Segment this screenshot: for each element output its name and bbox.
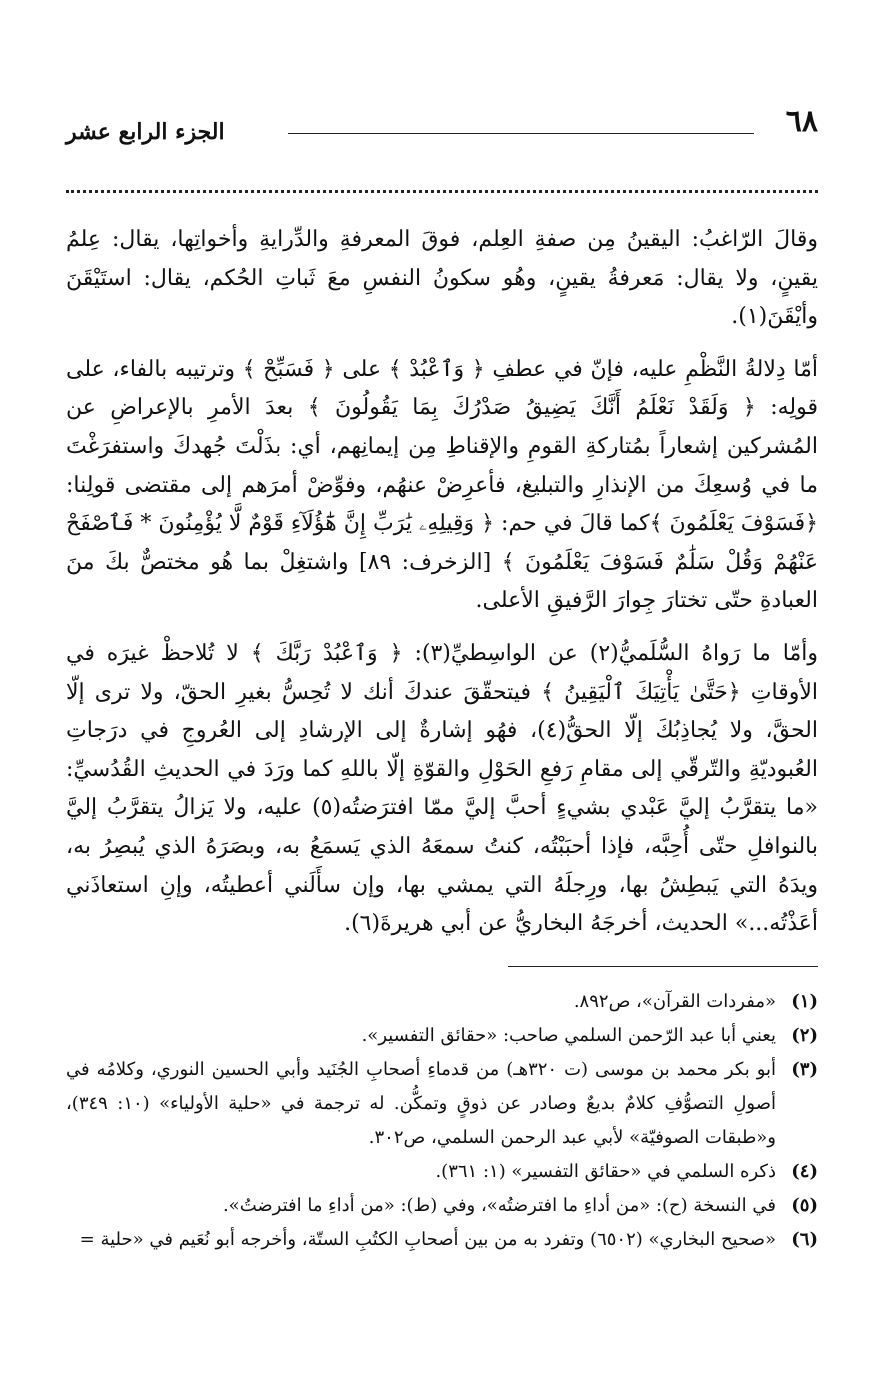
footnote-text: في النسخة (ح): «من أداءِ ما افترضتُه»، وفي (ط): «من أداءِ ما افترضتُ».	[222, 1194, 776, 1216]
footnote	[66, 1189, 818, 1223]
paragraph: أمّا دِلالةُ النَّظْمِ عليه، فإنّ في عطفِ ﴿ وَٱعْبُدْ ﴾ على ﴿ فَسَبِّحْ ﴾ وترتيبه بالفاء، على قولِه: ﴿ وَلَقَدْ نَعْلَمُ أَنَّكَ يَضِيقُ صَدْرُكَ بِمَا يَقُولُونَ ﴾ بعدَ الأمرِ بالإعراضِ عن المُشركين إشعاراً بمُتاركةِ القومِ والإقناطِ مِن إيمانِهم، أي: بذَلْتَ جُهدكَ واستفرَغْتَ ما في وُسعِكَ من الإنذارِ والتبليغ، فأعرِضْ عنهُم، وفوِّضْ أمرَهم إلى مقتضى قولِنا: ﴿فَسَوْفَ يَعْلَمُونَ ﴾كما قالَ في حم: ﴿ وَقِيلِهِۦ يَٰرَبِّ إِنَّ هَٰٓؤُلَآءِ قَوْمٌ لَّا يُؤْمِنُونَ * فَٱصْفَحْ عَنْهُمْ وَقُلْ سَلَٰمٌ فَسَوْفَ يَعْلَمُونَ ﴾ [الزخرف: ٨٩] واشتغِلْ بما هُو مختصٌّ بكَ منَ العبادةِ حتّى تختارَ جِوارَ الرَّفيقِ الأعلى.	[66, 356, 818, 614]
book-page	[66, 100, 818, 1257]
running-title: الجزء الرابع عشر	[66, 119, 225, 145]
footnote-text: أبو بكر محمد بن موسى (ت ٣٢٠هـ) من قدماءِ أصحابِ الجُنَيد وأبي الحسين النوري، وكلامُه في أصولِ التصوُّفِ كلامٌ بديعٌ وصادر عن ذوقٍ وتمكُّن. له ترجمة في «حلية الأولياء» (١٠: ٣٤٩)، و«طبقات الصوفيّة» لأبي عبد الرحمن السلمي، ص٣٠٢.	[66, 1058, 776, 1148]
footnote-text: «مفردات القرآن»، ص٨٩٢.	[573, 990, 776, 1012]
main-text	[66, 221, 818, 944]
dotted-divider	[66, 190, 818, 193]
footnote-number: (٢)	[791, 1024, 818, 1046]
footnote	[66, 1155, 818, 1189]
footnote	[66, 1223, 818, 1257]
header-rule	[288, 133, 754, 134]
footnote-number: (٣)	[791, 1058, 818, 1080]
footnote	[66, 1053, 818, 1155]
page-header	[66, 100, 818, 156]
page-number: ٦٨	[785, 104, 818, 139]
footnote-number: (١)	[791, 990, 818, 1012]
footnote	[66, 985, 818, 1019]
footnotes	[66, 985, 818, 1257]
footnote-number: (٦)	[791, 1228, 818, 1250]
footnote-separator	[508, 966, 818, 967]
footnote-number: (٤)	[791, 1160, 818, 1182]
footnote-text: ذكره السلمي في «حقائق التفسير» (١: ٣٦١).	[435, 1160, 776, 1182]
footnote-text: يعني أبا عبد الرّحمن السلمي صاحب: «حقائق التفسير».	[361, 1024, 776, 1046]
footnote-number: (٥)	[791, 1194, 818, 1216]
footnote	[66, 1019, 818, 1053]
paragraph: وأمّا ما رَواهُ السُّلَميُّ(٢) عن الواسِطيِّ(٣): ﴿ وَٱعْبُدْ رَبَّكَ ﴾ لا تُلاحظْ غيرَه في الأوقاتِ ﴿حَتَّىٰ يَأْتِيَكَ ٱلْيَقِينُ ﴾ فيتحقّقَ عندكَ أنك لا تُحِسُّ بغيرِ الحقّ، ولا ترى إلّا الحقَّ، ولا يُجاذِبُكَ إلّا الحقُّ(٤)، فهُو إشارةٌ إلى الإرشادِ إلى العُروجِ في درَجاتِ العُبوديّةِ والتّرقّي إلى مقامِ رَفعِ الحَوْلِ والقوّةِ إلّا باللهِ كما ورَدَ في الحديثِ القُدُسيِّ: «ما يتقرَّبُ إليَّ عَبْدي بشيءٍ أحبَّ إليَّ ممّا افترَضتُه(٥) عليه، ولا يَزالُ يتقرَّبُ إليَّ بالنوافلِ حتّى أُحِبَّه، فإذا أحبَبْتُه، كنتُ سمعَهُ الذي يَسمَعُ به، وبصَرَهُ الذي يُبصِرُ به، ويدَهُ التي يَبطِشُ بها، ورِجلَهُ التي يمشي بها، وإن سأَلَني أعطيتُه، وإنِ استعاذَني أعَذْتُه...» الحديث، أخرجَهُ البخاريُّ عن أبي هريرةَ(٦).	[66, 640, 818, 937]
footnote-text: «صحيح البخاري» (٦٥٠٢) وتفرد به من بين أصحابِ الكتُبِ الستّة، وأخرجه أبو نُعَيم في «حلية =	[79, 1228, 776, 1250]
paragraph: وقالَ الرّاغبُ: اليقينُ مِن صفةِ العِلم، فوقَ المعرفةِ والدِّرايةِ وأخواتِها، يقال: عِلمُ يقينٍ، ولا يقال: مَعرفةُ يقينٍ، وهُو سكونُ النفسِ معَ ثَباتِ الحُكم، يقال: استَيْقَنَ وأيْقَنَ(١).	[66, 227, 818, 330]
